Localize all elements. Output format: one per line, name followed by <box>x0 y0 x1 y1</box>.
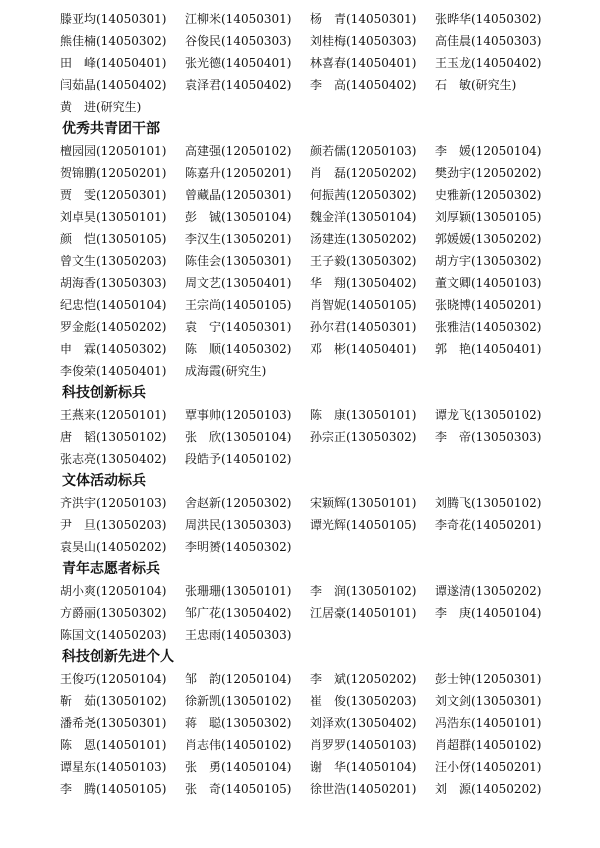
name-row <box>60 8 560 30</box>
name-row <box>60 492 560 514</box>
name-row <box>60 52 560 74</box>
name-entry: 李 斌(12050202) <box>310 672 417 686</box>
name-entry: 覃事帅(12050103) <box>185 408 292 422</box>
name-entry: 贺锦鹏(12050201) <box>60 166 167 180</box>
name-entry: 李 庚(14050104) <box>435 606 542 620</box>
name-row <box>60 228 560 250</box>
name-entry: 申 霖(14050302) <box>60 342 167 356</box>
name-list <box>60 492 560 558</box>
name-entry: 郭 艳(14050401) <box>435 342 542 356</box>
name-entry: 徐世浩(14050201) <box>310 782 417 796</box>
name-entry: 张 欣(13050104) <box>185 430 292 444</box>
name-entry: 王忠雨(14050303) <box>185 628 292 642</box>
name-entry: 曾藏晶(12050301) <box>185 188 292 202</box>
name-row <box>60 74 560 96</box>
name-entry: 李汉生(13050201) <box>185 232 292 246</box>
name-entry: 王玉龙(14050402) <box>435 56 542 70</box>
name-entry: 张晓博(14050201) <box>435 298 542 312</box>
name-entry: 周洪民(13050303) <box>185 518 292 532</box>
name-row <box>60 30 560 52</box>
name-entry: 袁昊山(14050202) <box>60 540 167 554</box>
name-row <box>60 536 560 558</box>
name-entry: 邓 彬(14050401) <box>310 342 417 356</box>
section-heading: 科技创新标兵 <box>62 385 146 401</box>
name-row <box>60 250 560 272</box>
name-entry: 王子毅(13050302) <box>310 254 417 268</box>
name-entry: 刘腾飞(13050102) <box>435 496 542 510</box>
name-entry: 方爵丽(13050302) <box>60 606 167 620</box>
name-entry: 刘卓昊(13050101) <box>60 210 167 224</box>
name-entry: 林喜春(14050401) <box>310 56 417 70</box>
name-list <box>60 140 560 382</box>
name-row <box>60 448 560 470</box>
name-entry: 杨 青(14050301) <box>310 12 417 26</box>
name-row <box>60 96 560 118</box>
name-row <box>60 712 560 734</box>
name-entry: 蒋 聪(13050302) <box>185 716 292 730</box>
name-entry: 李明赟(14050302) <box>185 540 292 554</box>
name-entry: 陈 顺(14050302) <box>185 342 292 356</box>
name-entry: 胡方宇(13050302) <box>435 254 542 268</box>
name-row <box>60 690 560 712</box>
name-entry: 颜 恺(13050105) <box>60 232 167 246</box>
name-entry: 舍赵新(12050302) <box>185 496 292 510</box>
name-entry: 刘 源(14050202) <box>435 782 542 796</box>
name-row <box>60 756 560 778</box>
name-entry: 潘希尧(13050301) <box>60 716 167 730</box>
name-entry: 段皓予(14050102) <box>185 452 292 466</box>
name-entry: 彭 铖(13050104) <box>185 210 292 224</box>
name-row <box>60 624 560 646</box>
name-list <box>60 8 560 118</box>
name-entry: 谭光辉(14050105) <box>310 518 417 532</box>
name-entry: 邹广花(13050402) <box>185 606 292 620</box>
name-entry: 宋颖辉(13050101) <box>310 496 417 510</box>
name-entry: 田 峰(14050401) <box>60 56 167 70</box>
name-entry: 高建强(12050102) <box>185 144 292 158</box>
name-entry: 谭遂清(13050202) <box>435 584 542 598</box>
name-entry: 熊佳楠(14050302) <box>60 34 167 48</box>
name-row <box>60 404 560 426</box>
name-entry: 张志亮(13050402) <box>60 452 167 466</box>
name-row <box>60 338 560 360</box>
name-list <box>60 580 560 646</box>
name-entry: 谭星东(14050103) <box>60 760 167 774</box>
name-entry: 胡海香(13050303) <box>60 276 167 290</box>
name-entry: 李俊荣(14050401) <box>60 364 167 378</box>
name-entry: 肖志伟(14050102) <box>185 738 292 752</box>
name-entry: 张晔华(14050302) <box>435 12 542 26</box>
name-entry: 刘厚颖(13050105) <box>435 210 542 224</box>
honor-list-document <box>60 8 560 800</box>
name-entry: 史雅新(12050302) <box>435 188 542 202</box>
section-heading: 文体活动标兵 <box>62 473 146 489</box>
name-entry: 谭龙飞(13050102) <box>435 408 542 422</box>
name-entry: 成海霞(研究生) <box>185 364 267 378</box>
name-entry: 胡小爽(12050104) <box>60 584 167 598</box>
name-entry: 肖超群(14050102) <box>435 738 542 752</box>
name-entry: 孙尔君(14050301) <box>310 320 417 334</box>
name-entry: 刘文剑(13050301) <box>435 694 542 708</box>
name-entry: 王燕来(12050101) <box>60 408 167 422</box>
name-entry: 徐新凯(13050102) <box>185 694 292 708</box>
name-entry: 滕亚均(14050301) <box>60 12 167 26</box>
name-entry: 李 高(14050402) <box>310 78 417 92</box>
name-list <box>60 404 560 470</box>
name-entry: 郭媛媛(13050202) <box>435 232 542 246</box>
name-entry: 曾文生(13050203) <box>60 254 167 268</box>
name-entry: 罗金彪(14050202) <box>60 320 167 334</box>
name-row <box>60 272 560 294</box>
name-entry: 魏金洋(13050104) <box>310 210 417 224</box>
name-entry: 尹 旦(13050203) <box>60 518 167 532</box>
name-entry: 李 媛(12050104) <box>435 144 542 158</box>
name-row <box>60 360 560 382</box>
name-entry: 邹 韵(12050104) <box>185 672 292 686</box>
name-entry: 谷俊民(14050303) <box>185 34 292 48</box>
name-row <box>60 140 560 162</box>
name-entry: 肖罗罗(14050103) <box>310 738 417 752</box>
name-entry: 高佳晨(14050303) <box>435 34 542 48</box>
name-entry: 肖 磊(12050202) <box>310 166 417 180</box>
name-entry: 陈 康(13050101) <box>310 408 417 422</box>
name-row <box>60 580 560 602</box>
name-entry: 张 勇(14050104) <box>185 760 292 774</box>
name-entry: 靳 茹(13050102) <box>60 694 167 708</box>
name-entry: 肖智妮(14050105) <box>310 298 417 312</box>
name-entry: 汤建连(13050202) <box>310 232 417 246</box>
name-row <box>60 426 560 448</box>
name-row <box>60 184 560 206</box>
name-row <box>60 602 560 624</box>
name-entry: 王宗尚(14050105) <box>185 298 292 312</box>
name-entry: 崔 俊(13050203) <box>310 694 417 708</box>
name-entry: 汪小伢(14050201) <box>435 760 542 774</box>
name-entry: 李 腾(14050105) <box>60 782 167 796</box>
name-entry: 陈嘉升(12050201) <box>185 166 292 180</box>
name-entry: 刘桂梅(14050303) <box>310 34 417 48</box>
name-entry: 陈佳会(13050301) <box>185 254 292 268</box>
name-entry: 何振茜(12050302) <box>310 188 417 202</box>
section-heading: 优秀共青团干部 <box>62 121 160 137</box>
name-entry: 贾 雯(12050301) <box>60 188 167 202</box>
name-entry: 袁泽君(14050402) <box>185 78 292 92</box>
name-entry: 张 奇(14050105) <box>185 782 292 796</box>
name-entry: 齐洪宇(12050103) <box>60 496 167 510</box>
name-row <box>60 316 560 338</box>
name-entry: 陈 恩(14050101) <box>60 738 167 752</box>
name-entry: 袁 宁(14050301) <box>185 320 292 334</box>
name-entry: 石 敏(研究生) <box>435 78 517 92</box>
name-entry: 黄 进(研究生) <box>60 100 142 114</box>
name-row <box>60 778 560 800</box>
name-entry: 张雅洁(14050302) <box>435 320 542 334</box>
name-entry: 华 翔(13050402) <box>310 276 417 290</box>
name-entry: 李 帝(13050303) <box>435 430 542 444</box>
name-entry: 周文艺(13050401) <box>185 276 292 290</box>
name-entry: 李奇花(14050201) <box>435 518 542 532</box>
name-entry: 唐 韬(13050102) <box>60 430 167 444</box>
name-entry: 檀园园(12050101) <box>60 144 167 158</box>
name-entry: 张珊珊(13050101) <box>185 584 292 598</box>
name-row <box>60 734 560 756</box>
name-entry: 闫茹晶(14050402) <box>60 78 167 92</box>
section-heading: 青年志愿者标兵 <box>62 561 160 577</box>
name-entry: 王俊巧(12050104) <box>60 672 167 686</box>
name-row <box>60 206 560 228</box>
name-entry: 谢 华(14050104) <box>310 760 417 774</box>
name-entry: 纪忠恺(14050104) <box>60 298 167 312</box>
name-entry: 江柳米(14050301) <box>185 12 292 26</box>
name-entry: 孙宗正(13050302) <box>310 430 417 444</box>
name-entry: 董文卿(14050103) <box>435 276 542 290</box>
name-entry: 陈国文(14050203) <box>60 628 167 642</box>
name-entry: 李 润(13050102) <box>310 584 417 598</box>
name-entry: 刘泽欢(13050402) <box>310 716 417 730</box>
name-row <box>60 514 560 536</box>
name-row <box>60 294 560 316</box>
name-entry: 颜若儒(12050103) <box>310 144 417 158</box>
name-row <box>60 668 560 690</box>
name-entry: 樊劲宇(12050202) <box>435 166 542 180</box>
name-entry: 冯浩东(14050101) <box>435 716 542 730</box>
section-heading: 科技创新先进个人 <box>62 649 174 665</box>
name-entry: 江居豪(14050101) <box>310 606 417 620</box>
name-entry: 彭士钟(12050301) <box>435 672 542 686</box>
name-entry: 张光德(14050401) <box>185 56 292 70</box>
name-list <box>60 668 560 800</box>
name-row <box>60 162 560 184</box>
